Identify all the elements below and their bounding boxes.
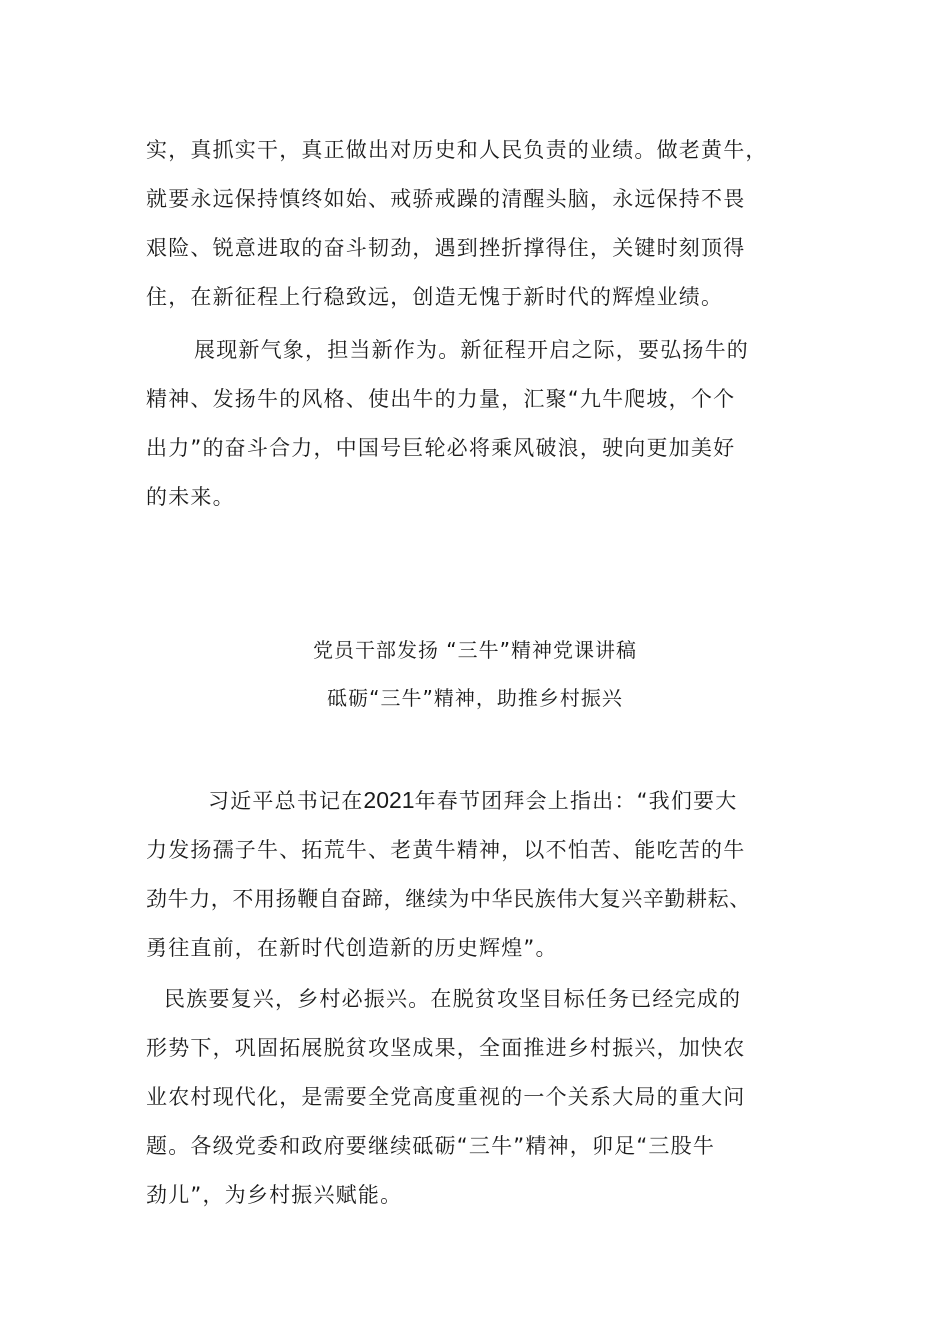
article-title: 党员干部发扬 “三牛”精神党课讲稿 — [312, 638, 638, 662]
text-line: 的未来。 — [146, 485, 235, 509]
paragraph-xi-quote — [146, 776, 816, 973]
paragraph-rural-revitalization — [146, 975, 816, 1220]
paragraph-continuation — [146, 126, 816, 322]
text-line: 劲牛力，不用扬鞭自奋蹄，继续为中华民族伟大复兴辛勤耕耘、 — [146, 887, 751, 911]
text-line: 民族要复兴，乡村必振兴。在脱贫攻坚目标任务已经完成的 — [164, 987, 742, 1011]
text-line: 题。各级党委和政府要继续砥砺“三牛”精神，卯足“三股牛 — [146, 1134, 716, 1158]
text-line: 业农村现代化，是需要全党高度重视的一个关系大局的重大问 — [146, 1085, 746, 1109]
text-line: 艰险、锐意进取的奋斗韧劲，遇到挫折撑得住，关键时刻顶得 — [146, 236, 746, 260]
text-line: 勇往直前，在新时代创造新的历史辉煌”。 — [146, 936, 558, 960]
article-subtitle: 砥砺“三牛”精神，助推乡村振兴 — [327, 686, 623, 710]
year-number: 2021 — [363, 787, 415, 813]
text-line: 展现新气象，担当新作为。新征程开启之际，要弘扬牛的 — [194, 338, 749, 362]
text-line — [146, 776, 816, 826]
text-line: 形势下，巩固拓展脱贫攻坚成果，全面推进乡村振兴，加快农 — [146, 1036, 746, 1060]
text-fragment: 年春节团拜会上指出：“我们要大 — [414, 789, 738, 813]
text-line: 住，在新征程上行稳致远，创造无愧于新时代的辉煌业绩。 — [146, 285, 724, 309]
text-fragment: 习近平总书记在 — [208, 789, 364, 813]
text-line: 力发扬孺子牛、拓荒牛、老黄牛精神，以不怕苦、能吃苦的牛 — [146, 838, 746, 862]
text-line: 实，真抓实干，真正做出对历史和人民负责的业绩。做老黄牛， — [146, 138, 768, 162]
text-line: 劲儿”，为乡村振兴赋能。 — [146, 1183, 403, 1207]
text-line: 精神、发扬牛的风格、使出牛的力量，汇聚“九牛爬坡，个个 — [146, 387, 736, 411]
paragraph-new-atmosphere — [146, 326, 816, 522]
text-line: 出力”的奋斗合力，中国号巨轮必将乘风破浪，驶向更加美好 — [146, 436, 736, 460]
text-line: 就要永远保持慎终如始、戒骄戒躁的清醒头脑，永远保持不畏 — [146, 187, 746, 211]
